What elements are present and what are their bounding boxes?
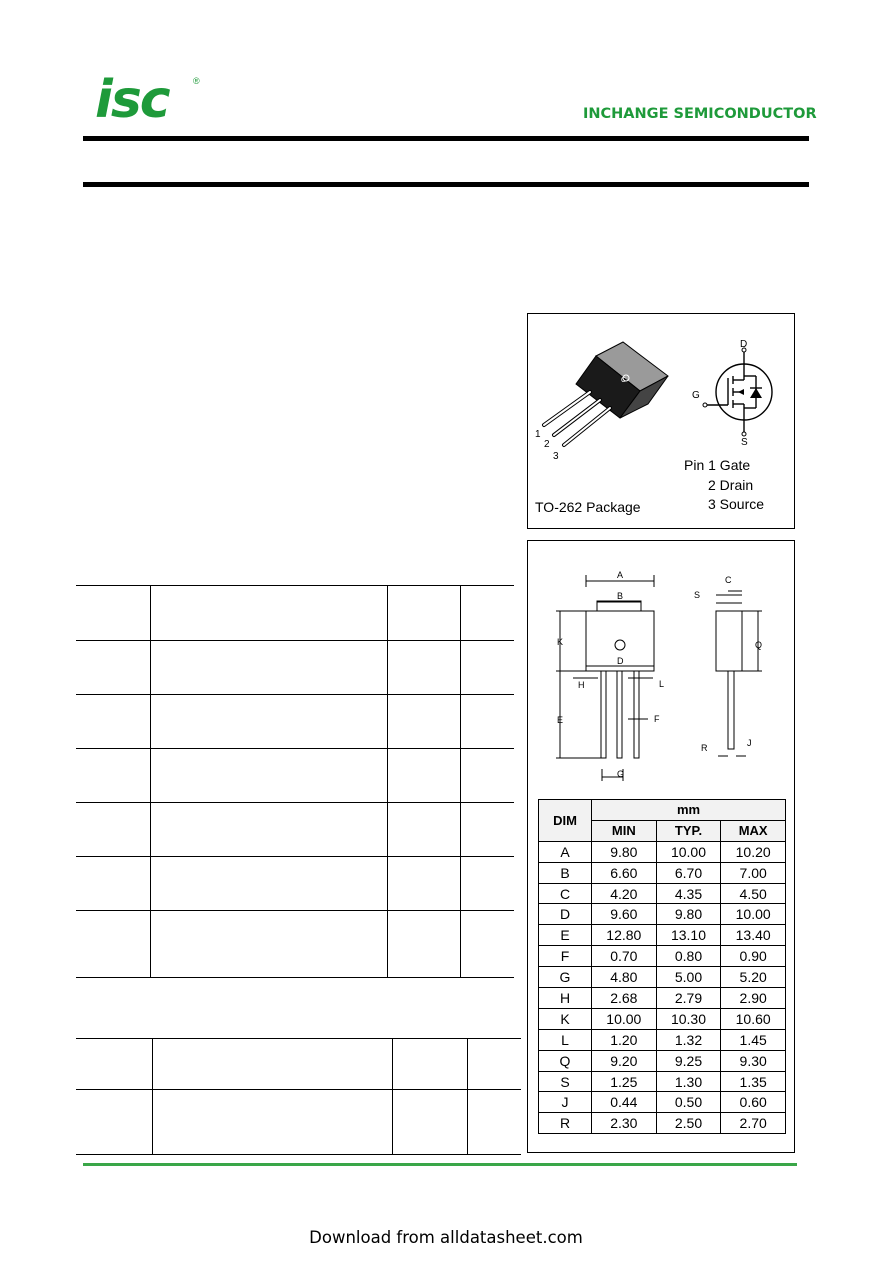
- pin1-label: Pin 1 Gate: [684, 457, 751, 473]
- drain-label: D: [740, 339, 748, 350]
- cell-dim: R: [539, 1113, 592, 1134]
- cell-typ: 1.32: [656, 1029, 721, 1050]
- cell-min: 2.30: [592, 1113, 657, 1134]
- dimension-rows: [539, 841, 786, 1133]
- pin-number-2: 2: [544, 439, 550, 450]
- cell-typ: 5.00: [656, 967, 721, 988]
- cell-min: 9.20: [592, 1050, 657, 1071]
- table-row: [539, 925, 786, 946]
- table-row: [539, 1008, 786, 1029]
- case-mark: C: [621, 377, 627, 384]
- isc-logo: [95, 72, 205, 128]
- cell-max: 2.70: [721, 1113, 786, 1134]
- cell-dim: L: [539, 1029, 592, 1050]
- package-label: TO-262 Package: [535, 499, 641, 515]
- table-row: [539, 946, 786, 967]
- table-row: [539, 988, 786, 1009]
- cell-min: 10.00: [592, 1008, 657, 1029]
- cell-min: 12.80: [592, 925, 657, 946]
- dim-label-d: D: [617, 656, 624, 666]
- cell-typ: 1.30: [656, 1071, 721, 1092]
- logo-text: isc: [95, 70, 169, 130]
- cell-typ: 0.80: [656, 946, 721, 967]
- table-row: [539, 1092, 786, 1113]
- dim-label-k: K: [557, 637, 564, 647]
- cell-max: 5.20: [721, 967, 786, 988]
- table-row: [539, 904, 786, 925]
- dim-label-r: R: [701, 743, 708, 753]
- cell-max: 10.60: [721, 1008, 786, 1029]
- company-name: INCHANGE SEMICONDUCTOR: [583, 106, 817, 122]
- pin-number-1: 1: [535, 429, 541, 440]
- table-row: [539, 967, 786, 988]
- cell-min: 9.60: [592, 904, 657, 925]
- cell-max: 0.60: [721, 1092, 786, 1113]
- cell-max: 10.20: [721, 841, 786, 862]
- max-column-header: MAX: [721, 820, 786, 841]
- cell-max: 10.00: [721, 904, 786, 925]
- cell-max: 7.00: [721, 862, 786, 883]
- dim-label-c: C: [725, 575, 732, 585]
- cell-typ: 13.10: [656, 925, 721, 946]
- cell-max: 13.40: [721, 925, 786, 946]
- dim-label-s: S: [694, 590, 701, 600]
- cell-min: 2.68: [592, 988, 657, 1009]
- table-row: [539, 883, 786, 904]
- table-row: [539, 862, 786, 883]
- typ-column-header: TYP.: [656, 820, 721, 841]
- cell-dim: S: [539, 1071, 592, 1092]
- outline-box: [527, 540, 795, 1153]
- dim-label-a: A: [617, 570, 624, 580]
- footer-rule: [83, 1163, 797, 1166]
- table-row: [539, 1071, 786, 1092]
- dim-label-q: Q: [755, 640, 763, 650]
- cell-min: 1.20: [592, 1029, 657, 1050]
- cell-min: 4.20: [592, 883, 657, 904]
- cell-typ: 10.30: [656, 1008, 721, 1029]
- dim-label-j: J: [747, 738, 752, 748]
- cell-min: 0.44: [592, 1092, 657, 1113]
- registered-mark: ®: [193, 76, 200, 86]
- cell-max: 9.30: [721, 1050, 786, 1071]
- ratings-table-grid: [76, 585, 516, 980]
- cell-max: 1.35: [721, 1071, 786, 1092]
- dim-label-f: F: [654, 714, 660, 724]
- min-column-header: MIN: [592, 820, 657, 841]
- cell-dim: J: [539, 1092, 592, 1113]
- cell-typ: 0.50: [656, 1092, 721, 1113]
- cell-typ: 2.79: [656, 988, 721, 1009]
- gate-label: G: [692, 390, 700, 401]
- cell-dim: C: [539, 883, 592, 904]
- pin-number-3: 3: [553, 451, 559, 462]
- unit-header: mm: [592, 800, 786, 821]
- pin2-label: 2 Drain: [708, 477, 754, 493]
- dim-label-e: E: [557, 715, 564, 725]
- cell-dim: G: [539, 967, 592, 988]
- cell-typ: 4.35: [656, 883, 721, 904]
- dim-column-header: DIM: [539, 800, 592, 842]
- header-rule-bottom: [83, 182, 809, 187]
- cell-dim: F: [539, 946, 592, 967]
- cell-max: 1.45: [721, 1029, 786, 1050]
- pin3-label: 3 Source: [708, 496, 765, 512]
- cell-min: 9.80: [592, 841, 657, 862]
- header-rule-top: [83, 136, 809, 141]
- thermal-table-grid: [76, 1038, 522, 1156]
- cell-dim: D: [539, 904, 592, 925]
- cell-typ: 10.00: [656, 841, 721, 862]
- cell-dim: K: [539, 1008, 592, 1029]
- package-box: [527, 313, 795, 529]
- cell-min: 6.60: [592, 862, 657, 883]
- cell-max: 2.90: [721, 988, 786, 1009]
- dimension-table: [538, 799, 786, 1134]
- source-label: S: [741, 437, 748, 448]
- cell-dim: Q: [539, 1050, 592, 1071]
- cell-min: 1.25: [592, 1071, 657, 1092]
- cell-max: 4.50: [721, 883, 786, 904]
- cell-typ: 2.50: [656, 1113, 721, 1134]
- cell-typ: 9.80: [656, 904, 721, 925]
- cell-max: 0.90: [721, 946, 786, 967]
- dim-label-g: G: [617, 769, 625, 779]
- dim-label-h: H: [578, 680, 585, 690]
- outline-drawing: [528, 541, 793, 793]
- cell-typ: 9.25: [656, 1050, 721, 1071]
- cell-min: 4.80: [592, 967, 657, 988]
- cell-dim: H: [539, 988, 592, 1009]
- cell-typ: 6.70: [656, 862, 721, 883]
- table-row: [539, 1113, 786, 1134]
- table-row: [539, 841, 786, 862]
- cell-min: 0.70: [592, 946, 657, 967]
- download-footer: Download from alldatasheet.com: [309, 1228, 583, 1247]
- cell-dim: A: [539, 841, 592, 862]
- dim-label-l: L: [659, 679, 665, 689]
- table-row: [539, 1050, 786, 1071]
- package-drawing: [528, 314, 793, 527]
- table-row: [539, 1029, 786, 1050]
- cell-dim: B: [539, 862, 592, 883]
- dim-label-b: B: [617, 591, 624, 601]
- cell-dim: E: [539, 925, 592, 946]
